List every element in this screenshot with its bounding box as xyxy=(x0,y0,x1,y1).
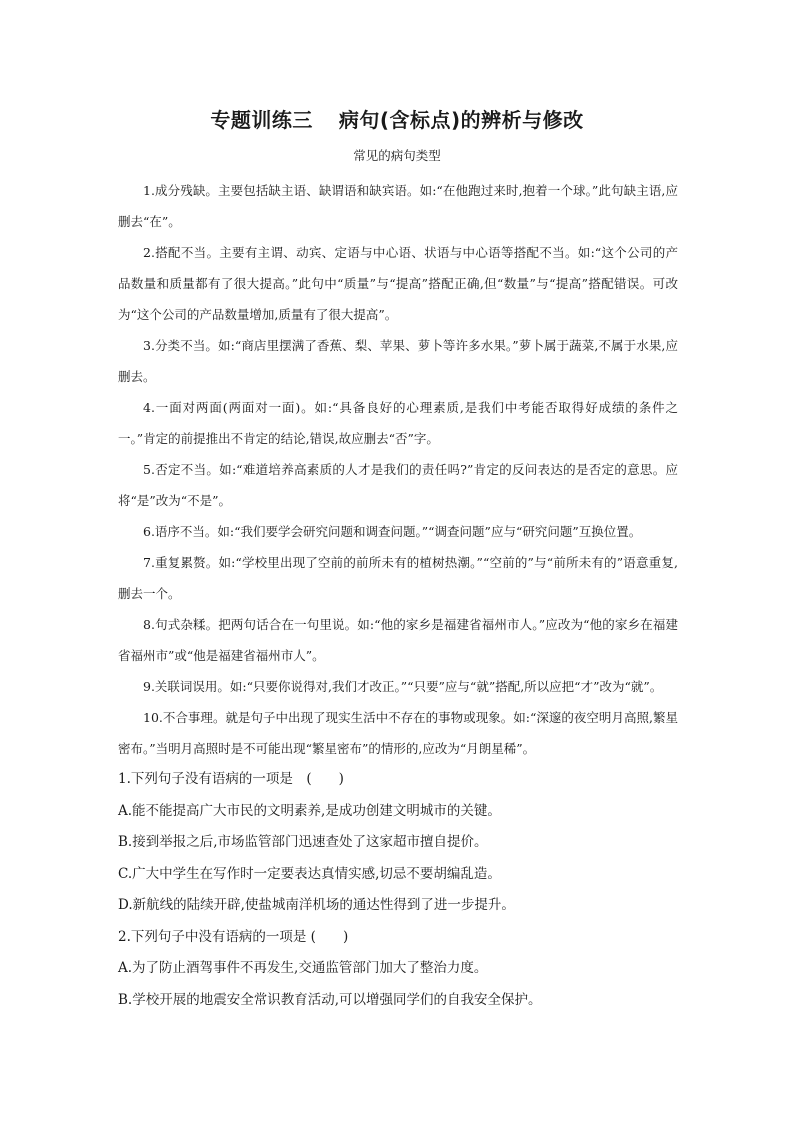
document-body xyxy=(118,175,678,1016)
paragraph-illogical: 10.不合事理。就是句子中出现了现实生活中不存在的事物或现象。如:“深邃的夜空明月高照,繁星密布。”当明月高照时是不可能出现“繁星密布”的情形的,应改为“月朗星稀”。 xyxy=(118,710,678,756)
paragraph-misused-conjunctions: 9.关联词误用。如:“只要你说得对,我们才改正。”“只要”应与“就”搭配,所以应把“才”改为“就”。 xyxy=(143,679,663,694)
paragraph-redundancy: 7.重复累赘。如:“学校里出现了空前的前所未有的植树热潮。”“空前的”与“前所未有的”语意重复,删去一个。 xyxy=(118,555,678,601)
question-2-option-b: B.学校开展的地震安全常识教育活动,可以增强同学们的自我安全保护。 xyxy=(118,991,542,1008)
title-topic: 病句(含标点)的辨析与修改 xyxy=(338,108,584,132)
question-1-option-c: C.广大中学生在写作时一定要表达真情实感,切忌不要胡编乱造。 xyxy=(118,865,501,882)
paragraph-improper-word-order: 6.语序不当。如:“我们要学会研究问题和调查问题。”“调查问题”应与“研究问题”互换位置。 xyxy=(143,524,642,539)
title-main: 专题训练三 xyxy=(210,108,313,132)
page-title xyxy=(0,104,794,133)
paragraph-mixed-sentence-structure: 8.句式杂糅。把两句话合在一句里说。如:“他的家乡是福建省福州市人。”应改为“他的家乡在福建省福州市”或“他是福建省福州市人”。 xyxy=(118,617,678,663)
question-1-option-d: D.新航线的陆续开辟,使盐城南洋机场的通达性得到了进一步提升。 xyxy=(118,897,515,913)
paragraph-one-side-vs-two-sides: 4.一面对两面(两面对一面)。如:“具备良好的心理素质,是我们中考能否取得好成绩的条件之一。”肯定的前提推出不肯定的结论,错误,故应删去“否”字。 xyxy=(118,400,678,446)
question-1-stem: 1.下列句子没有语病的一项是 ( ) xyxy=(118,771,344,787)
question-1-option-b: B.接到举报之后,市场监管部门迅速查处了这家超市擅自提价。 xyxy=(118,834,488,850)
question-2-stem: 2.下列句子中没有语病的一项是 ( ) xyxy=(118,928,349,945)
paragraph-improper-negation: 5.否定不当。如:“难道培养高素质的人才是我们的责任吗?”肯定的反问表达的是否定的意思。应将“是”改为“不是”。 xyxy=(118,462,678,508)
question-1-option-a: A.能不能提高广大市民的文明素养,是成功创建文明城市的关键。 xyxy=(118,802,501,819)
paragraph-improper-classification: 3.分类不当。如:“商店里摆满了香蕉、梨、苹果、萝卜等许多水果。”萝卜属于蔬菜,不属于水果,应删去。 xyxy=(118,338,678,384)
question-2-option-a: A.为了防止酒驾事件不再发生,交通监管部门加大了整治力度。 xyxy=(118,960,488,976)
section-subtitle: 常见的病句类型 xyxy=(353,148,441,163)
paragraph-improper-collocation: 2.搭配不当。主要有主谓、动宾、定语与中心语、状语与中心语等搭配不当。如:“这个公司的产品数量和质量都有了很大提高。”此句中“质量”与“提高”搭配正确,但“数量”与“提高”搭配错误。可改为“这个公司的产品数量增加,质量有了很大提高”。 xyxy=(118,245,678,322)
paragraph-incomplete-components: 1.成分残缺。主要包括缺主语、缺谓语和缺宾语。如:“在他跑过来时,抱着一个球。”此句缺主语,应删去“在”。 xyxy=(118,183,678,229)
